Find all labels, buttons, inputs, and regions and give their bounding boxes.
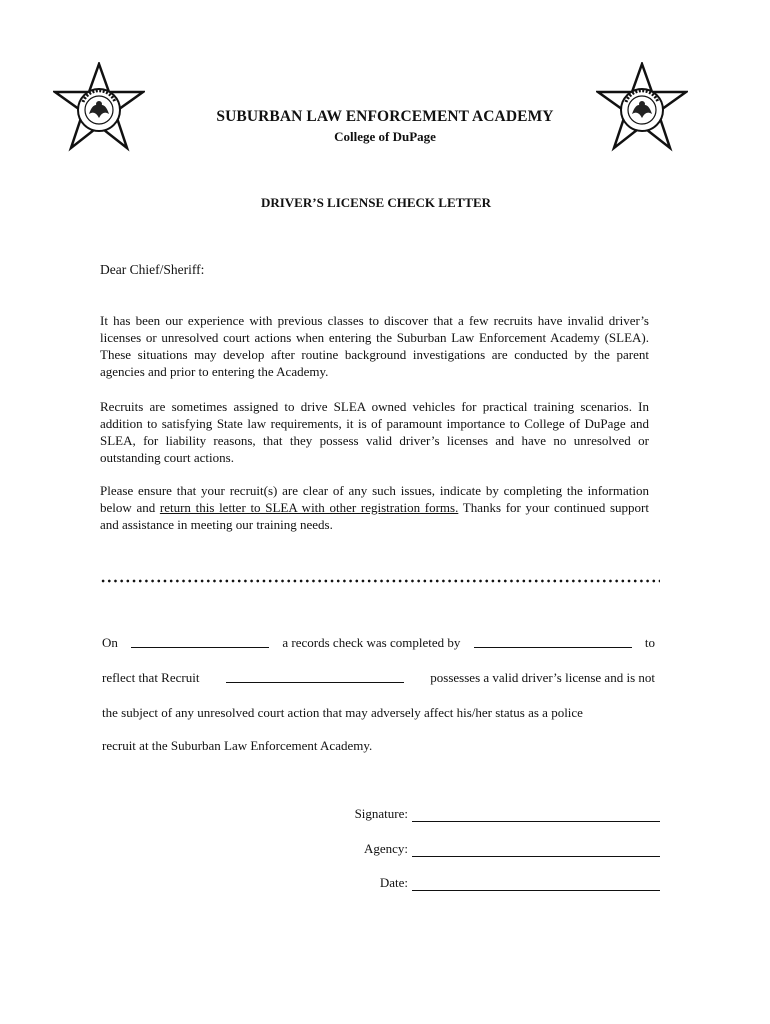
form-line-3: the subject of any unresolved court action that may adversely affect his/her status as a police (102, 705, 583, 720)
date-row (318, 875, 660, 891)
recruit-name-blank[interactable] (226, 670, 404, 683)
reflect-label: reflect that Recruit (102, 670, 200, 685)
date-blank[interactable] (412, 878, 660, 891)
agency-row (318, 841, 660, 857)
paragraph-instructions (100, 482, 649, 533)
paragraph-instructions-end: Thanks for your continued support and assistance in meeting our training needs. (100, 500, 649, 532)
agency-label: Agency: (363, 841, 408, 856)
salutation: Dear Chief/Sheriff: (100, 262, 205, 277)
college-subtitle: College of DuPage (334, 129, 436, 144)
signature-row (318, 806, 660, 822)
signature-blank[interactable] (412, 809, 660, 822)
form-line-4: recruit at the Suburban Law Enforcement Academy. (102, 738, 373, 753)
to-label: to (644, 635, 655, 650)
records-check-text: a records check was completed by (282, 635, 461, 650)
completed-by-blank[interactable] (474, 635, 632, 648)
paragraph-instructions-underlined: return this letter to SLEA with other registration forms. (159, 500, 459, 515)
paragraph-experience: It has been our experience with previous classes to discover that a few recruits have invalid driver’s licenses or unresolved court actions when entering the Suburban Law Enforcement Academy (SLEA). These situations may develop after routine background investigations are conducted by the parent agencies and prior to entering the Academy. (100, 313, 649, 379)
paragraph-instructions-start: Please ensure that your recruit(s) are clear of any such issues, indicate by completing the information below and (100, 483, 649, 515)
on-label: On (102, 635, 118, 650)
date-completed-blank[interactable] (131, 635, 269, 648)
dotted-separator (100, 578, 660, 584)
form-line-recruit (102, 670, 655, 686)
form-line-records-check (102, 635, 655, 651)
letter-heading: DRIVER’S LICENSE CHECK LETTER (260, 195, 492, 210)
signature-label: Signature: (354, 806, 408, 821)
possesses-text: possesses a valid driver’s license and is not (430, 670, 655, 685)
agency-blank[interactable] (412, 844, 660, 857)
date-label: Date: (379, 875, 408, 890)
academy-title: SUBURBAN LAW ENFORCEMENT ACADEMY (216, 108, 554, 125)
paragraph-requirements: Recruits are sometimes assigned to drive SLEA owned vehicles for practical training scenarios. In addition to satisfying State law requirements, it is of paramount importance to College of DuPage and SLEA, for liability reasons, that they possess valid driver’s licenses and have no unresolved or outstanding court actions. (100, 399, 649, 465)
